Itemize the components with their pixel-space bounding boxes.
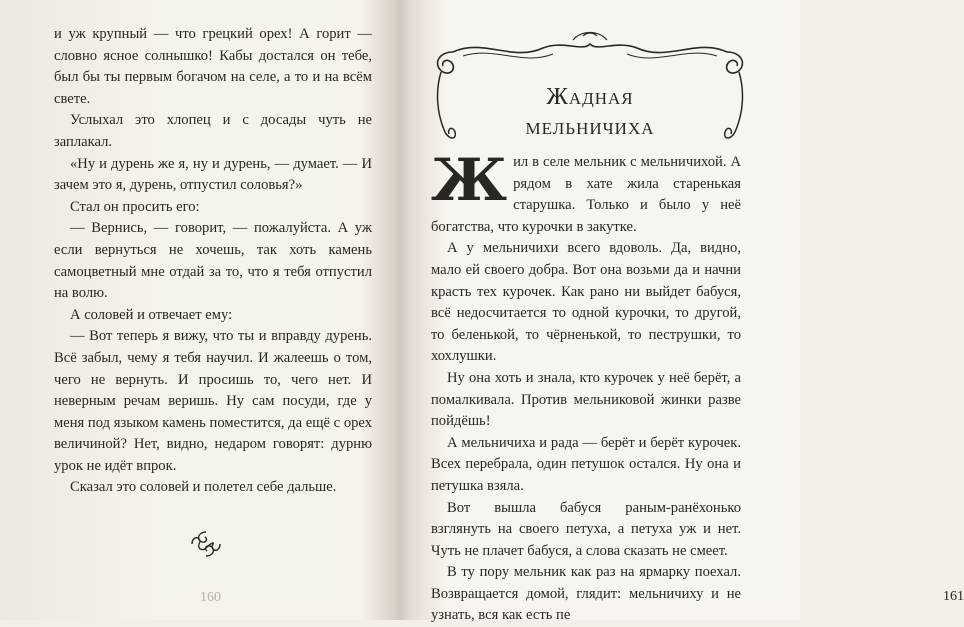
paragraph: А у мельничихи всего вдоволь. Да, видно, мало ей своего добра. Вот она возьми да и начни красть тех курочек. Как рано ни выйдет бабуся, всё недосчитается то одной курочки, то другой, то беленькой, то чёрненькой, то пеструшки, то хохлушки. [431,240,741,365]
paragraph: Ну она хоть и знала, кто курочек у неё берёт, а помалкивала. Против мельниковой жинки разве пойдёшь! [431,369,741,430]
page-number-left: 160 [200,590,221,605]
paragraph: — Вот теперь я вижу, что ты и вправду дурень. Всё забыл, чему я тебя научил. И жалеешь о том, чего не вернуть. И просишь то, чего нет. И неверным речам веришь. Ну сам посуди, где у меня под языком камень поместится, да ещё с орех величиной? Нет, видно, недаром говорят: дурню урок не идёт впрок. [54,328,372,474]
drop-cap: Ж [431,146,508,214]
story-title-line-1: Жадная [546,84,634,110]
story-title [445,82,735,142]
paragraph: Услыхал это хлопец и с досады чуть не заплакал. [54,112,372,150]
paragraph: А мельничиха и рада — берёт и берёт курочек. Всех перебрала, один петушок остался. Ну она и петушка взяла. [431,434,741,494]
paragraph: А соловей и отвечает ему: [70,306,233,323]
left-page [0,0,395,620]
page-number-right: 161 [943,589,964,604]
paragraph: Вот вышла бабуся раным-ранёхонько взглянуть на своего петуха, а петуха уж и нет. Чуть не плачет бабуся, а слова сказать не смеет. [431,499,741,559]
right-page [405,0,964,624]
first-paragraph [431,146,741,238]
story-title-line-2: мельничиха [525,114,655,140]
paragraph: Сказал это соловей и полетел себе дальше. [70,479,337,496]
first-paragraph-text: ил в селе мельник с мельничихой. А рядом в хате жила старенькая старушка. Только и было у неё богатства, что курочки в закутке. [431,154,741,235]
flourish-ornament-icon [186,528,226,560]
paragraph: «Ну и дурень же я, ну и дурень, — думает. — И зачем это я, дурень, отпустил соловья?» [54,155,372,194]
paragraph: В ту пору мельник как раз на ярмарку поехал. Возвращается домой, глядит: мельничиху и не узнать, вся как есть пе [431,564,741,624]
right-page-text [431,146,741,627]
left-page-text [54,24,372,499]
paragraph: и уж крупный — что грецкий орех! А горит — словно ясное солнышко! Кабы достался он тебе, был бы ты первым богачом на селе, а то и на всём свете. [54,26,372,107]
right-page-paragraphs [431,238,741,627]
paragraph: — Вернись, — говорит, — пожалуйста. А уж если вернуться не хочешь, так хоть камень самоцветный мне отдай за то, что я тебя отпустил на волю. [54,220,372,302]
paragraph: Стал он просить его: [70,198,200,215]
